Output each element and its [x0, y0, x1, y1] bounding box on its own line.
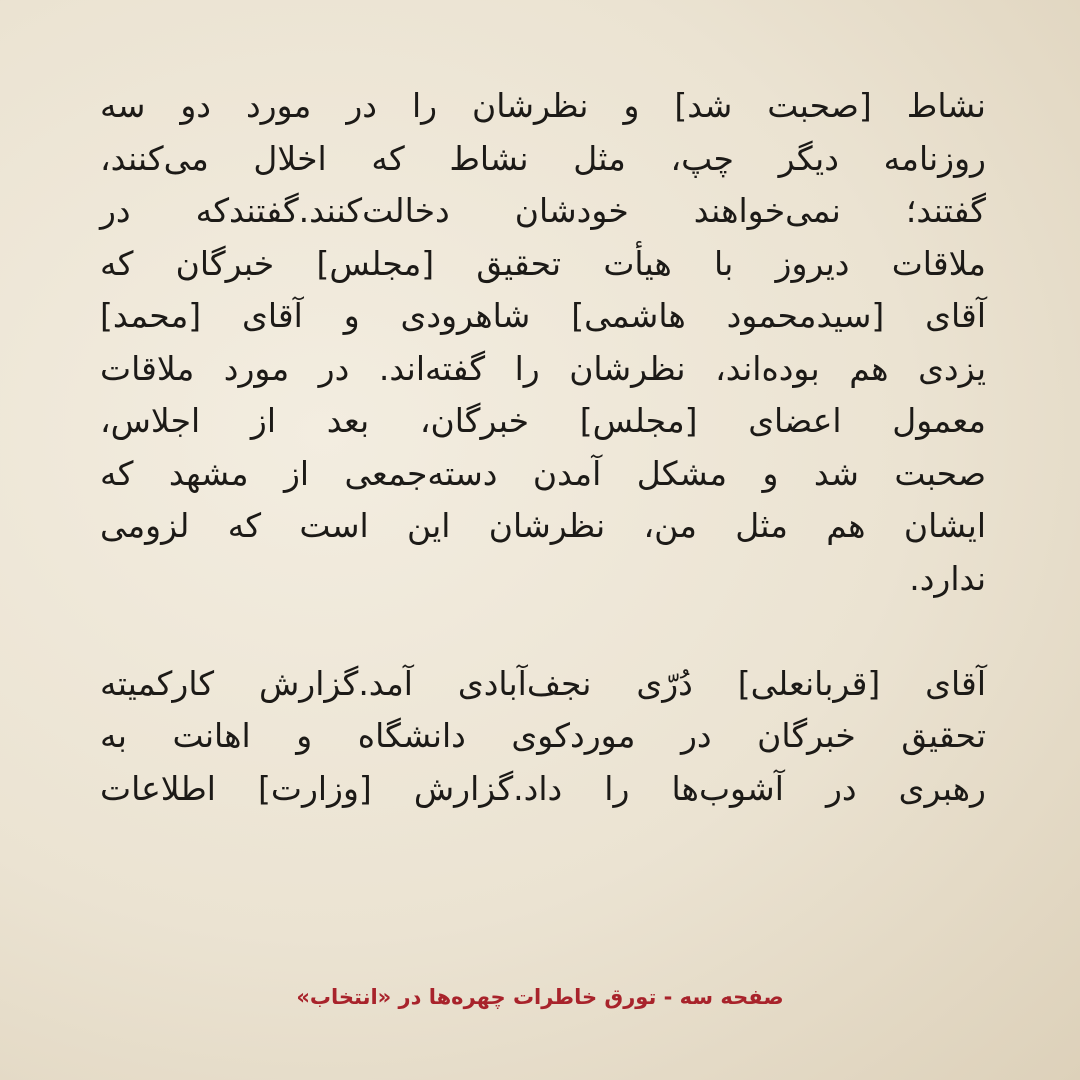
text-line: گفتند؛ نمی‌خواهند خودشان دخالت‌کنند.گفتندکه در	[100, 191, 986, 230]
text-line: ملاقات دیروز با هیأت تحقیق [مجلس] خبرگان که	[100, 243, 986, 283]
text-line: معمول اعضای [مجلس] خبرگان، بعد از اجلاس،	[100, 401, 986, 440]
text-line: ایشان هم مثل من، نظرشان این است که لزومی	[100, 506, 986, 545]
text-line: نشاط [صحبت شد] و نظرشان را در مورد دو سه	[100, 86, 986, 125]
text-line: یزدی هم بوده‌اند، نظرشان را گفته‌اند. در مورد ملاقات	[100, 348, 986, 388]
paragraph-2	[100, 658, 986, 816]
paragraph-gap	[100, 605, 986, 658]
paragraph-1	[100, 80, 986, 605]
text-line: تحقیق خبرگان در موردکوی دانشگاه و اهانت به	[100, 716, 986, 755]
text-line: رهبری در آشوب‌ها را داد.گزارش [وزارت] اطلاعات	[100, 768, 986, 808]
text-line: آقای [سیدمحمود هاشمی] شاهرودی و آقای [محمد]	[100, 296, 986, 335]
text-line: صحبت شد و مشکل آمدن دسته‌جمعی از مشهد که	[100, 453, 986, 493]
text-line: روزنامه دیگر چپ، مثل نشاط که اخلال می‌کنند،	[100, 138, 986, 178]
footer-caption: صفحه سه - تورق خاطرات چهره‌ها در «انتخاب»	[296, 985, 784, 1009]
text-line: ندارد.	[909, 558, 986, 598]
text-line: آقای [قربانعلی] دُرّی نجف‌آبادی آمد.گزارش کارکمیته	[100, 663, 986, 703]
document-body	[100, 80, 986, 815]
